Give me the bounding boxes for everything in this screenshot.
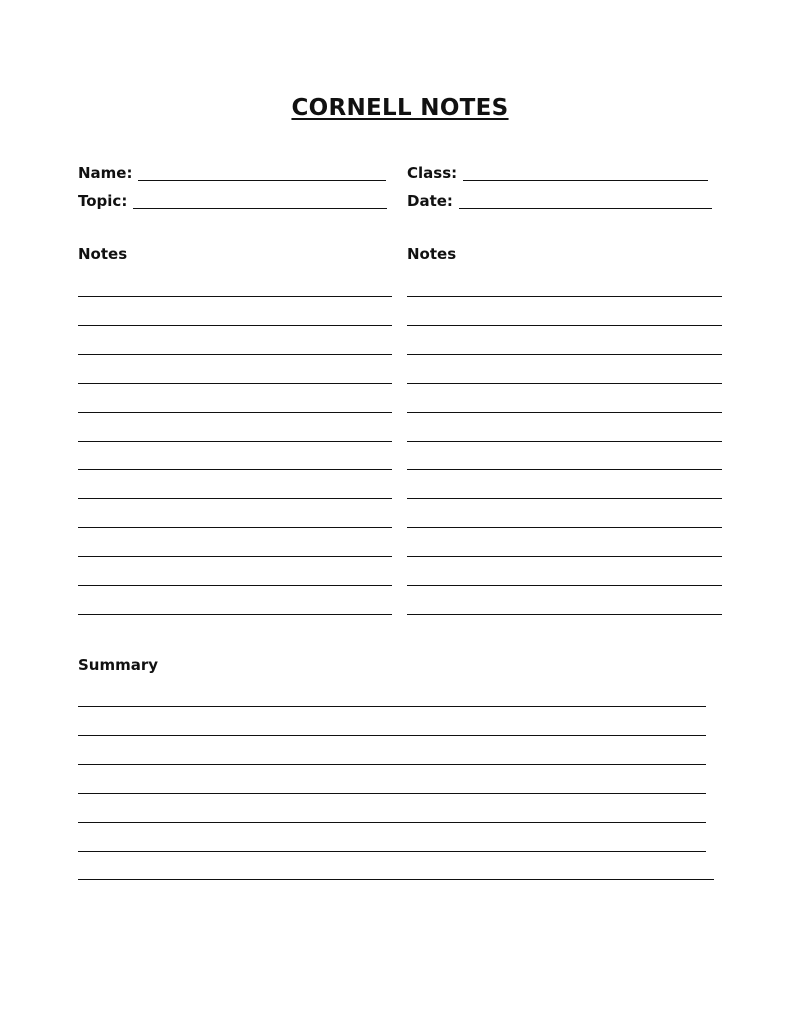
- right-notes-line[interactable]: [407, 469, 722, 470]
- page-title: CORNELL NOTES: [291, 95, 509, 121]
- left-notes-line[interactable]: [78, 441, 392, 442]
- date-label: Date:: [407, 192, 453, 210]
- summary-line[interactable]: [78, 851, 706, 852]
- left-notes-line[interactable]: [78, 383, 392, 384]
- right-notes-line[interactable]: [407, 383, 722, 384]
- right-notes-label: Notes: [407, 245, 457, 263]
- right-notes-line[interactable]: [407, 296, 722, 297]
- right-notes-line[interactable]: [407, 412, 722, 413]
- name-field[interactable]: [78, 162, 386, 182]
- summary-line[interactable]: [78, 764, 706, 765]
- left-notes-line[interactable]: [78, 585, 392, 586]
- left-notes-line[interactable]: [78, 498, 392, 499]
- right-notes-line[interactable]: [407, 556, 722, 557]
- left-notes-line[interactable]: [78, 296, 392, 297]
- left-notes-line[interactable]: [78, 325, 392, 326]
- name-label: Name:: [78, 164, 133, 182]
- right-notes-line[interactable]: [407, 585, 722, 586]
- summary-line[interactable]: [78, 706, 706, 707]
- left-notes-line[interactable]: [78, 469, 392, 470]
- class-field[interactable]: [407, 162, 708, 182]
- name-line[interactable]: [138, 166, 386, 181]
- right-notes-line[interactable]: [407, 614, 722, 615]
- left-notes-line[interactable]: [78, 412, 392, 413]
- summary-line[interactable]: [78, 822, 706, 823]
- class-line[interactable]: [463, 166, 708, 181]
- date-line[interactable]: [459, 194, 712, 209]
- right-notes-line[interactable]: [407, 498, 722, 499]
- topic-label: Topic:: [78, 192, 128, 210]
- left-notes-line[interactable]: [78, 354, 392, 355]
- left-notes-line[interactable]: [78, 614, 392, 615]
- left-notes-line[interactable]: [78, 527, 392, 528]
- summary-label: Summary: [78, 656, 159, 674]
- right-notes-line[interactable]: [407, 354, 722, 355]
- summary-line[interactable]: [78, 735, 706, 736]
- summary-line[interactable]: [78, 879, 714, 880]
- left-notes-line[interactable]: [78, 556, 392, 557]
- right-notes-line[interactable]: [407, 527, 722, 528]
- right-notes-line[interactable]: [407, 325, 722, 326]
- right-notes-line[interactable]: [407, 441, 722, 442]
- date-field[interactable]: [407, 190, 712, 210]
- topic-field[interactable]: [78, 190, 387, 210]
- topic-line[interactable]: [133, 194, 387, 209]
- left-notes-label: Notes: [78, 245, 128, 263]
- class-label: Class:: [407, 164, 458, 182]
- summary-line[interactable]: [78, 793, 706, 794]
